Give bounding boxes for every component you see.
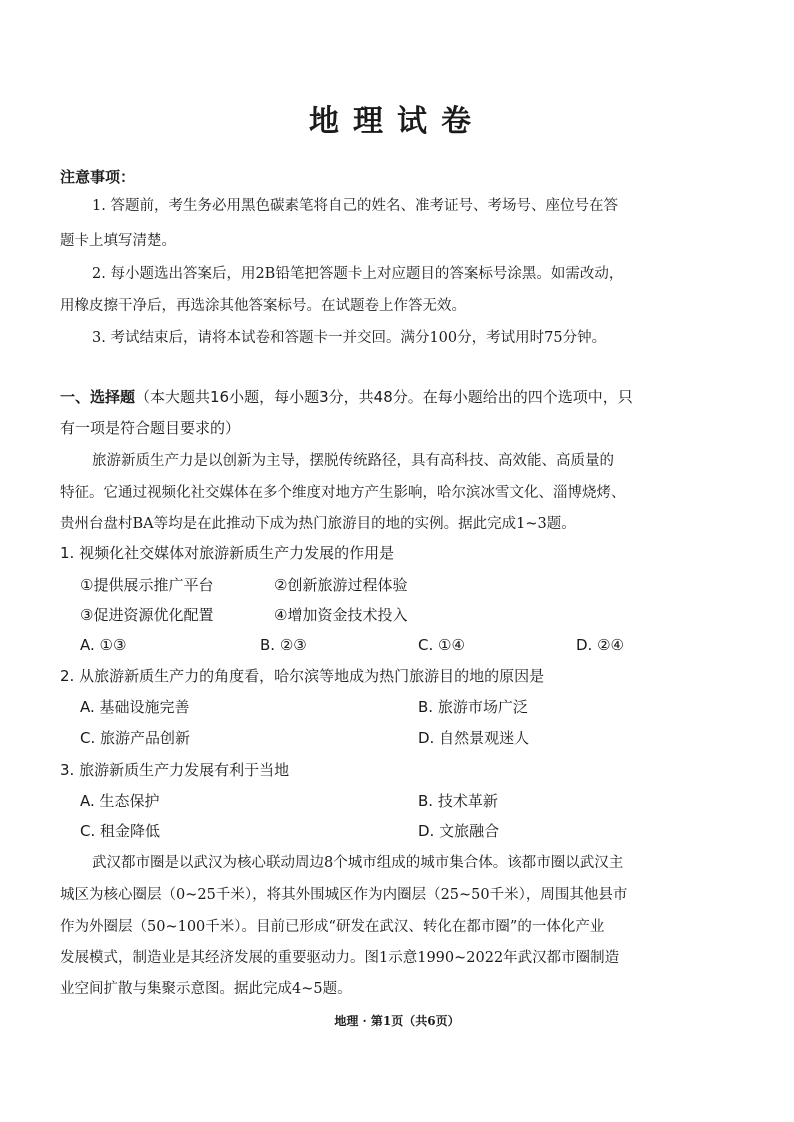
passage1-line-1: 旅游新质生产力是以创新为主导，摆脱传统路径，具有高科技、高效能、高质量的 — [92, 453, 614, 469]
passage2-line-1: 武汉都市圈是以武汉为核心联动周边8个城市组成的城市集合体。该都市圈以武汉主 — [92, 855, 624, 871]
page-footer: 地理 · 第1页（共6页） — [334, 1014, 460, 1028]
notice-line-1-cont: 题卡上填写清楚。 — [60, 233, 176, 249]
q1-item-1: ①提供展示推广平台 — [80, 576, 214, 594]
q1-option-c: C. ①④ — [418, 636, 465, 654]
q1-stem: 1. 视频化社交媒体对旅游新质生产力发展的作用是 — [60, 544, 395, 562]
notice-line-3: 3. 考试结束后，请将本试卷和答题卡一并交回。满分100分，考试用时75分钟。 — [92, 330, 607, 346]
section-heading — [60, 390, 633, 405]
q1-option-d: D. ②④ — [576, 636, 624, 654]
passage2-line-3: 作为外圈层（50~100千米）。目前已形成“研发在武汉、转化在都市圈”的一体化产业 — [60, 919, 605, 935]
q3-option-a: A. 生态保护 — [80, 792, 160, 810]
passage2-line-2: 城区为核心圈层（0~25千米），将其外围城区作为内圈层（25~50千米），周围其他县市 — [60, 887, 628, 903]
section-label: 一、选择题 — [60, 388, 136, 406]
q1-item-2: ②创新旅游过程体验 — [274, 576, 408, 594]
q1-item-3: ③促进资源优化配置 — [80, 606, 214, 624]
notice-line-2-cont: 用橡皮擦干净后，再选涂其他答案标号。在试题卷上作答无效。 — [60, 298, 466, 314]
q3-option-d: D. 文旅融合 — [418, 822, 500, 840]
q2-stem: 2. 从旅游新质生产力的角度看，哈尔滨等地成为热门旅游目的地的原因是 — [60, 667, 545, 685]
q1-option-a: A. ①③ — [80, 636, 127, 654]
q3-stem: 3. 旅游新质生产力发展有利于当地 — [60, 761, 290, 779]
q1-item-4: ④增加资金技术投入 — [274, 606, 408, 624]
section-intro-cont: 有一项是符合题目要求的） — [60, 419, 241, 437]
q2-option-b: B. 旅游市场广泛 — [418, 698, 528, 716]
q3-option-b: B. 技术革新 — [418, 792, 498, 810]
q1-option-b: B. ②③ — [260, 636, 307, 654]
q2-option-a: A. 基础设施完善 — [80, 698, 190, 716]
notice-heading: 注意事项： — [60, 168, 136, 186]
q2-option-d: D. 自然景观迷人 — [418, 729, 530, 747]
notice-line-2: 2. 每小题选出答案后，用2B铅笔把答题卡上对应题目的答案标号涂黑。如需改动， — [92, 266, 624, 282]
passage1-line-3: 贵州台盘村BA等均是在此推动下成为热门旅游目的地的实例。据此完成1~3题。 — [60, 516, 576, 532]
passage2-line-4: 发展模式，制造业是其经济发展的重要驱动力。图1示意1990~2022年武汉都市圈制造 — [60, 950, 620, 966]
passage2-line-5: 业空间扩散与集聚示意图。据此完成4~5题。 — [60, 981, 352, 997]
notice-line-1: 1. 答题前，考生务必用黑色碳素笔将自己的姓名、准考证号、考场号、座位号在答 — [92, 198, 618, 214]
q2-option-c: C. 旅游产品创新 — [80, 729, 191, 747]
section-intro: （本大题共16小题，每小题3分，共48分。在每小题给出的四个选项中，只 — [135, 388, 633, 406]
q3-option-c: C. 租金降低 — [80, 822, 161, 840]
passage1-line-2: 特征。它通过视频化社交媒体在多个维度对地方产生影响，哈尔滨冰雪文化、淄博烧烤、 — [60, 485, 626, 501]
page-title: 地理试卷 — [309, 104, 485, 139]
